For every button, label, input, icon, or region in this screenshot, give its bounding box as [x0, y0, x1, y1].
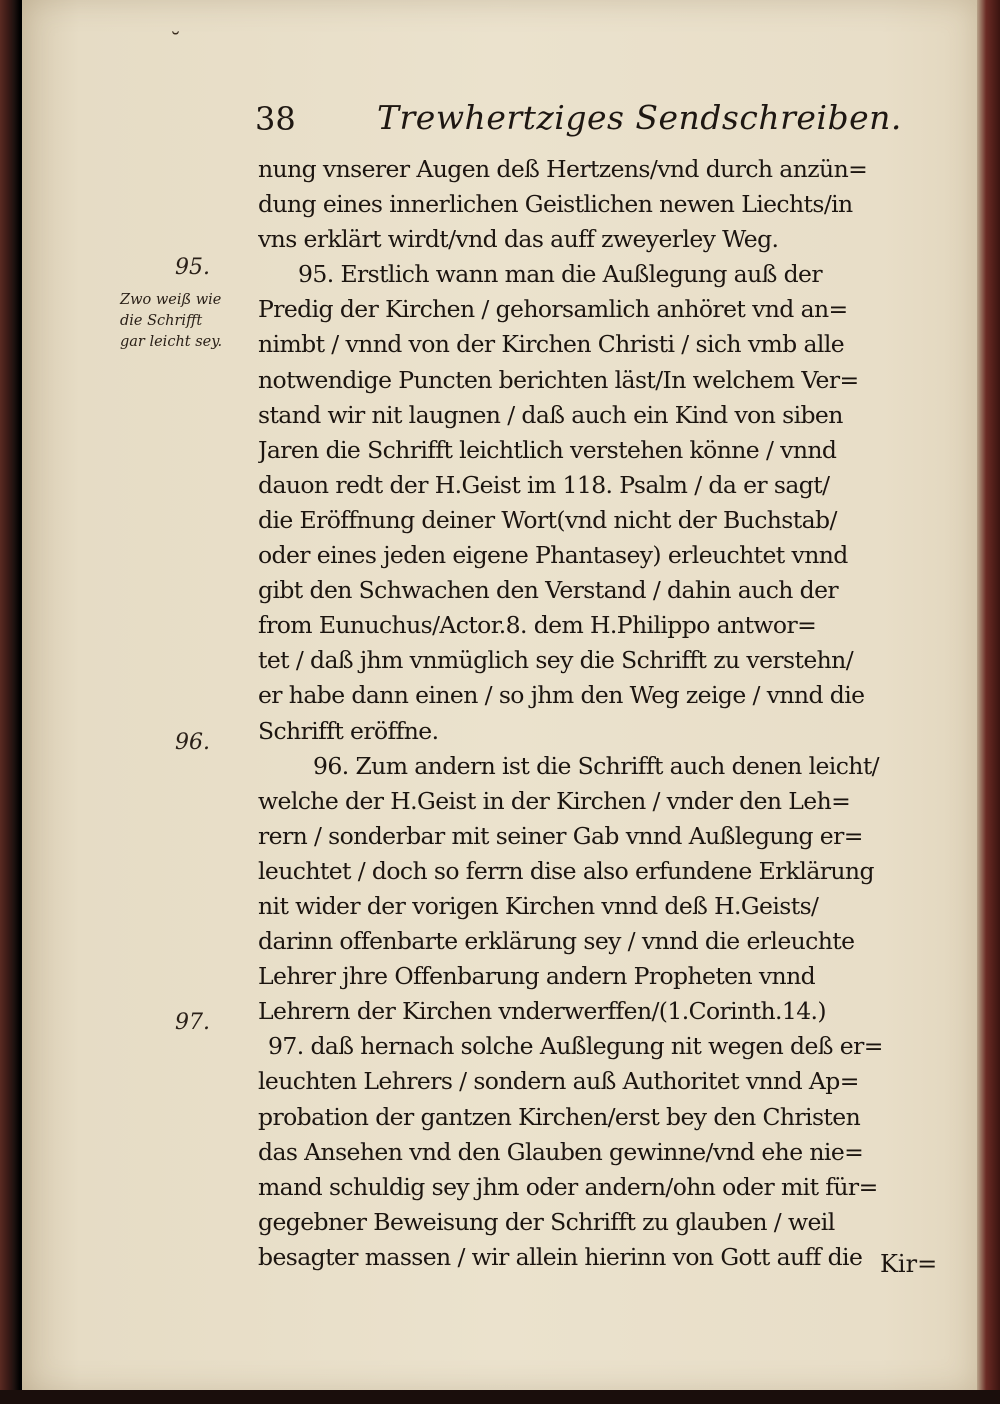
text-line: darinn offenbarte erklärung sey / vnnd die erleuchte	[258, 927, 855, 956]
catchword: Kir=	[880, 1250, 938, 1278]
text-line: from Eunuchus/Actor.8. dem H.Philippo antwor=	[258, 611, 817, 640]
text-line: die Eröffnung deiner Wort(vnd nicht der Buchstab/	[258, 505, 837, 534]
text-line: er habe dann einen / so jhm den Weg zeige / vnnd die	[258, 681, 865, 710]
text-line: vns erklärt wirdt/vnd das auff zweyerley Weg.	[258, 225, 779, 254]
text-line: 97. daß hernach solche Außlegung nit wegen deß er=	[268, 1032, 883, 1061]
text-line: Lehrern der Kirchen vnderwerffen/(1.Corinth.14.)	[258, 997, 826, 1026]
text-line: Schrifft eröffne.	[258, 716, 439, 745]
page-number: 38	[255, 100, 296, 138]
text-line: Lehrer jhre Offenbarung andern Propheten vnnd	[258, 962, 816, 991]
body-text	[258, 152, 948, 1275]
page-header	[255, 96, 955, 146]
text-line: nit wider der vorigen Kirchen vnnd deß H.Geists/	[258, 891, 819, 920]
text-line: das Ansehen vnd den Glauben gewinne/vnd ehe nie=	[258, 1137, 864, 1166]
text-line: nung vnserer Augen deß Hertzens/vnd durch anzün=	[258, 155, 868, 183]
text-line: leuchten Lehrers / sondern auß Authoritet vnnd Ap=	[258, 1067, 859, 1096]
side-note-line: Zwo weiß wie	[120, 292, 222, 308]
text-line: tet / daß jhm vnmüglich sey die Schrifft zu verstehn/	[258, 646, 854, 675]
text-line: Jaren die Schrifft leichtlich verstehen könne / vnnd	[258, 435, 837, 464]
text-line: leuchtet / doch so ferrn dise also erfundene Erklärung	[258, 856, 874, 885]
text-line: rern / sonderbar mit seiner Gab vnnd Außlegung er=	[258, 821, 863, 850]
margin-number-95: 95.	[175, 255, 210, 280]
text-line: mand schuldig sey jhm oder andern/ohn oder mit für=	[258, 1172, 878, 1201]
running-title: Trewhertziges Sendschreiben.	[377, 98, 902, 137]
text-line: oder eines jeden eigene Phantasey) erleuchtet vnnd	[258, 541, 848, 570]
book-edge-bottom	[0, 1390, 1000, 1404]
text-line: 95. Erstlich wann man die Außlegung auß der	[298, 260, 822, 289]
side-note-line: die Schrifft	[120, 313, 203, 329]
text-line: Predig der Kirchen / gehorsamlich anhöret vnd an=	[258, 295, 848, 324]
book-edge-right	[977, 0, 1000, 1404]
text-line: besagter massen / wir allein hierinn von Gott auff die	[258, 1242, 863, 1271]
text-line: notwendige Puncten berichten läst/In welchem Ver=	[258, 365, 859, 394]
text-line: 96. Zum andern ist die Schrifft auch denen leicht/	[313, 751, 879, 780]
text-line: dung eines innerlichen Geistlichen newen Liechts/in	[258, 190, 853, 219]
text-line: nimbt / vnnd von der Kirchen Christi / sich vmb alle	[258, 330, 845, 359]
text-line: dauon redt der H.Geist im 118. Psalm / da er sagt/	[258, 470, 830, 499]
side-note	[120, 290, 255, 353]
margin-number-97: 97.	[175, 1010, 210, 1035]
text-line: gibt den Schwachen den Verstand / dahin auch der	[258, 576, 839, 605]
text-line: welche der H.Geist in der Kirchen / vnder den Leh=	[258, 786, 851, 815]
margin-number-96: 96.	[175, 730, 210, 755]
text-line: gegebner Beweisung der Schrifft zu glauben / weil	[258, 1207, 835, 1236]
text-line: stand wir nit laugnen / daß auch ein Kind von siben	[258, 400, 843, 429]
side-note-line: gar leicht sey.	[120, 334, 223, 350]
text-line: probation der gantzen Kirchen/erst bey den Christen	[258, 1102, 861, 1131]
top-mark: ˘	[170, 30, 181, 55]
